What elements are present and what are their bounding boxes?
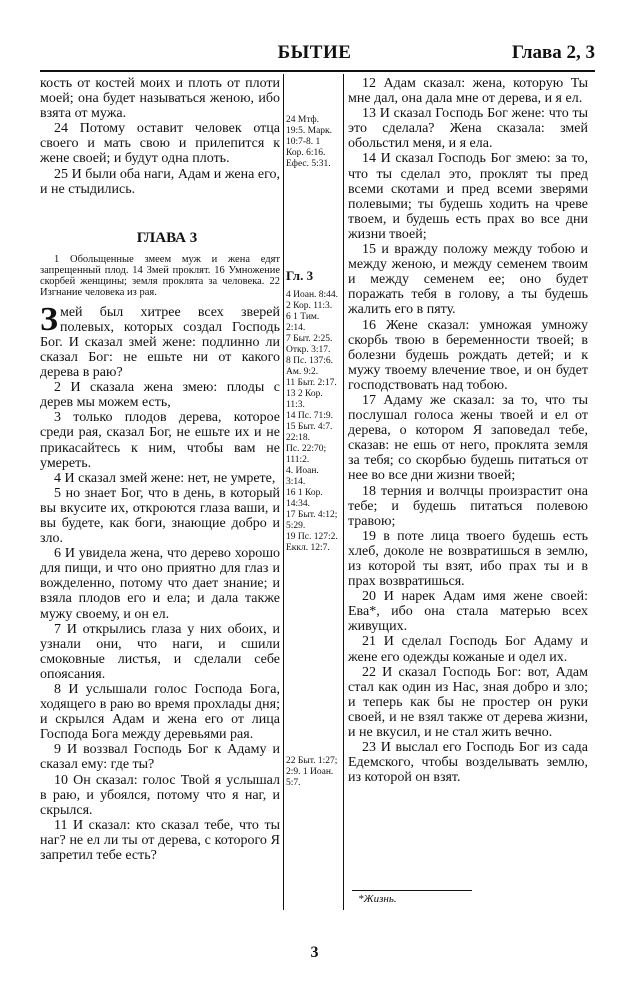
cross-ref-item: Еккл. 12:7. — [286, 543, 330, 553]
verse-3-10: 10 Он сказал: голос Твой я услышал в раю, и убоялся, потому что я наг, и скрылся. — [40, 772, 280, 818]
verse-3-1 — [40, 300, 280, 381]
verse-3-13: 13 И сказал Господь Бог жене: что ты это сделала? Жена сказала: змей обольстил меня, и я ела. — [348, 106, 588, 152]
verse-3-5: 5 но знает Бог, что в день, в который вы вкусите их, откроются глаза ваши, и вы будете, как боги, знающие добро и зло. — [40, 485, 280, 547]
cross-ref-item: 13 2 Кор. 11:3. — [286, 389, 323, 410]
cross-ref-item: 2 Кор. 11:3. — [286, 301, 333, 311]
cross-ref-list — [286, 290, 340, 554]
cross-ref-item: 16 1 Кор. 14:34. — [286, 488, 323, 509]
verse-3-6: 6 И увидела жена, что дерево хорошо для пищи, и что оно приятно для глаз и вожделенно, потому что дает знание; и взяла плодов его и ела; и дала также мужу своему, и он ел. — [40, 546, 280, 622]
verse-3-21: 21 И сделал Господь Бог Адаму и жене его одежды кожаные и одел их. — [348, 634, 588, 665]
cross-ref-item: 15 Быт. 4:7. 22:18. — [286, 422, 333, 443]
verse-3-14: 14 И сказал Господь Бог змею: за то, что ты сделал это, проклят ты пред всеми скотами и пред всеми зверями полевыми; ты будешь ходить на чреве твоем, и будешь есть прах во все дни жизни твоей; — [348, 151, 588, 242]
cross-ref-item: Пс. 22:70; 111:2. — [286, 444, 327, 465]
cross-reference-column — [286, 0, 340, 1000]
verse-3-15: 15 и вражду положу между тобою и между женою, и между семенем твоим и между семенем ее; оно будет поражать тебя в голову, а ты будешь жалить его в пяту. — [348, 242, 588, 318]
verse-3-1-text: мей был хитрее всех зверей полевых, которых создал Господь Бог. И сказал змей жене: подлинно ли сказал Бог: не ешьте ни от какого дерева в раю? — [40, 304, 280, 381]
page-number: 3 — [310, 944, 319, 961]
drop-cap: З — [40, 300, 58, 338]
cross-ref-item: 7 Быт. 2:25. — [286, 334, 333, 344]
cross-ref-item: 8 Пс. 137:6. Ам. 9:2. — [286, 356, 333, 377]
verse-3-11: 11 И сказал: кто сказал тебе, что ты наг? не ел ли ты от дерева, с которого Я запретил тебе есть? — [40, 817, 280, 864]
verse-2-24: 24 Потому оставит человек отца своего и мать свою и прилепится к жене своей; и будут одна плоть. — [40, 121, 280, 167]
left-text-column — [40, 76, 280, 863]
verse-3-4: 4 И сказал змей жене: нет, не умрете, — [54, 470, 276, 486]
cross-ref-item: 4 Иоан. 8:44. — [286, 290, 339, 300]
verse-2-25: 25 И были оба наги, Адам и жена его, и не стыдились. — [40, 166, 280, 197]
chapter-heading: ГЛАВА 3 — [136, 229, 198, 246]
cross-ref-3-22: 22 Быт. 1:27; 2:9. 1 Иоан. 5:7. — [286, 756, 338, 788]
verse-3-17: 17 Адаму же сказал: за то, что ты послушал голоса жены твоей и ел от дерева, о котором Я заповедал тебе, сказав: не ешь от него, проклята земля за тебя; со скорбью будешь питаться от нее во все дни жизни твоей; — [348, 392, 588, 484]
verse-2-23-cont: кость от костей моих и плоть от плоти моей; она будет называться женою, ибо взята от мужа. — [40, 76, 280, 122]
verse-3-8: 8 И услышали голос Господа Бога, ходящего в раю во время прохлады дня; и скрылся Адам и жена его от лица Господа Бога между деревьями рая. — [40, 682, 280, 743]
verse-3-19: 19 в поте лица твоего будешь есть хлеб, доколе не возвратишься в землю, из которой ты взят, ибо прах ты и в прах возвратишься. — [348, 528, 588, 590]
footnote-rule — [352, 890, 472, 891]
verse-3-3: 3 только плодов дерева, которое среди рая, сказал Бог, не ешьте их и не прикасайтесь к ним, чтобы вам не умереть. — [40, 410, 280, 471]
verse-3-12: 12 Адам сказал: жена, которую Ты мне дал, она дала мне от дерева, и я ел. — [348, 76, 588, 107]
verse-3-16: 16 Жене сказал: умножая умножу скорбь твою в беременности твоей; в болезни будешь рождать детей; и к мужу твоему влечение твое, и он будет господствовать над тобою. — [348, 317, 588, 393]
book-title: БЫТИЕ — [277, 42, 352, 63]
verse-3-22: 22 И сказал Господь Бог: вот, Адам стал как один из Нас, зная добро и зло; и теперь как бы не простер он руки своей, и не взял также от дерева жизни, и не вкусил, и не стал жить вечно. — [348, 664, 588, 741]
chapter-summary: 1 Обольщенные змеем муж и жена едят запрещенный плод. 14 Змей проклят. 16 Умножение скорбей женщины; земля проклята за человека. 22 Изгнание человека из рая. — [40, 253, 280, 299]
cross-ref-heading: Гл. 3 — [286, 268, 314, 283]
cross-ref-item: 6 1 Тим. 2:14. — [286, 312, 320, 333]
chapter-range: Глава 2, 3 — [511, 42, 595, 63]
cross-ref-item: Откр. 3:17. — [286, 345, 331, 355]
cross-ref-item: 17 Быт. 4:12; 5:29. — [286, 510, 338, 531]
cross-ref-item: 14 Пс. 71:9. — [286, 411, 333, 421]
column-divider-right — [343, 74, 344, 910]
cross-ref-2-24: 24 Мтф. 19:5. Марк. 10:7-8. 1 Кор. 6:16. Ефес. 5:31. — [286, 115, 333, 169]
verse-3-18: 18 терния и волчцы произрастит она тебе; и будешь питаться полевою травою; — [348, 483, 588, 529]
cross-ref-item: 11 Быт. 2:17. — [286, 378, 337, 388]
verse-3-2: 2 И сказала жена змею: плоды с дерев мы можем есть, — [40, 380, 280, 411]
verse-3-9: 9 И воззвал Господь Бог к Адаму и сказал ему: где ты? — [40, 742, 280, 773]
column-divider-left — [283, 74, 284, 910]
verse-3-20: 20 И нарек Адам имя жене своей: Ева*, ибо она стала матерью всех живущих. — [348, 589, 588, 635]
verse-3-23: 23 И выслал его Господь Бог из сада Едемского, чтобы возделывать землю, из которой он взят. — [348, 740, 588, 786]
cross-ref-item: 4. Иоан. 3:14. — [286, 466, 319, 487]
footnote: *Жизнь. — [358, 893, 397, 905]
right-text-column — [348, 76, 588, 785]
verse-3-7: 7 И открылись глаза у них обоих, и узнали они, что наги, и сшили смоковные листья, и сделали себе опоясания. — [40, 621, 280, 682]
cross-ref-item: 19 Пс. 127:2. — [286, 532, 338, 542]
